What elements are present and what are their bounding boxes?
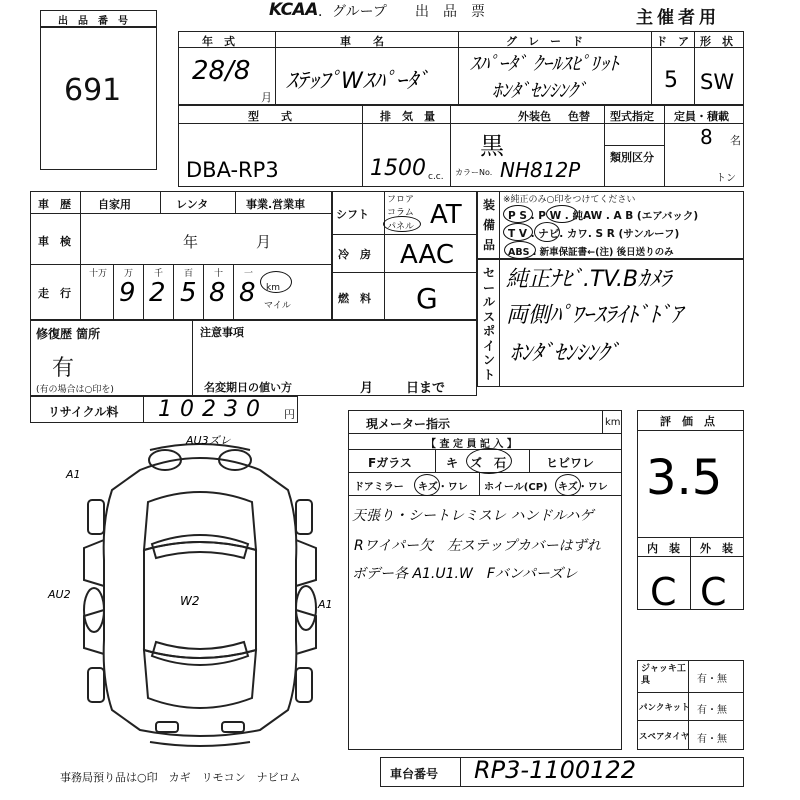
exterior-value: C — [700, 570, 727, 614]
ps-circle — [503, 205, 533, 223]
puncture-opt: 有・無 — [697, 705, 727, 716]
fuel-label: 燃 料 — [338, 292, 371, 305]
mirror-circle — [414, 474, 440, 496]
color-value: 黒 — [480, 132, 504, 160]
spare-opt: 有・無 — [697, 734, 727, 745]
repair-label: 修復歴 箇所 — [36, 327, 101, 341]
grade-label: グ レ ー ド — [506, 35, 583, 48]
capacity-label: 定員・積載 — [674, 110, 729, 123]
glass-label: Fガラス — [368, 456, 412, 470]
equipment-note: ※純正のみ○印をつけてください — [503, 195, 636, 205]
jack-opt: 有・無 — [697, 674, 727, 685]
disp-unit: c.c. — [428, 172, 444, 182]
chip-label: キ ズ 石 — [446, 456, 507, 470]
jack-label: ジャッキ工具 — [641, 664, 686, 686]
disp-value: 1500 — [370, 156, 426, 181]
diagram-mark-right: A1 — [318, 598, 333, 611]
meter-label: 現メーター指示 — [366, 417, 451, 431]
sales-line3: ﾎﾝﾀﾞｾﾝｼﾝｸﾞ — [510, 341, 621, 366]
digit-label-3: 百 — [184, 269, 194, 279]
year-month-unit: 月 — [261, 91, 272, 104]
pw-circle — [546, 205, 578, 223]
history-label: 車 歴 — [38, 198, 71, 211]
capacity-value: 8 — [700, 125, 713, 149]
ac-label: 冷 房 — [338, 248, 371, 261]
history-opt-business: 事業.営業車 — [246, 198, 306, 211]
abs-circle — [504, 241, 536, 259]
recycle-unit: 円 — [284, 408, 295, 421]
mileage-digit-5: 8 — [239, 278, 256, 308]
puncture-label: パンクキット — [639, 703, 690, 713]
lot-number: 691 — [64, 73, 122, 108]
mile-label: マイル — [264, 301, 291, 311]
diagram-mark-center: W2 — [180, 594, 200, 608]
year-label: 年 式 — [202, 35, 235, 48]
car-value: ｽﾃｯﾌﾟWｽﾊﾟｰﾀﾞ — [286, 69, 429, 94]
repair-note: (有の場合は○印を) — [36, 385, 114, 395]
color-change-label: 色替 — [568, 110, 590, 123]
office-note: 事務局預り品は○印 カギ リモコン ナビロム — [60, 771, 301, 784]
repair-value: 有 — [52, 356, 75, 381]
mileage-digit-1: 9 — [119, 278, 136, 308]
mileage-digit-2: 2 — [149, 278, 166, 308]
notes-label: 注意事項 — [200, 326, 244, 339]
recycle-value: 10230 — [158, 397, 268, 422]
diagram-mark-left: AU2 — [48, 588, 71, 601]
header-group: ．グループ — [318, 4, 387, 20]
eval-label: 評 価 点 — [660, 415, 715, 428]
car-diagram — [60, 430, 340, 750]
deadline-month-unit: 月 — [360, 381, 374, 396]
interior-label: 内 装 — [647, 542, 680, 555]
mirror-value: キズ・ワレ — [418, 482, 468, 493]
wheel-value: キズ・ワレ — [558, 482, 608, 493]
mileage-label: 走 行 — [38, 287, 71, 300]
mileage-digit-3: 5 — [180, 278, 197, 308]
digit-label-5: 一 — [244, 269, 254, 279]
shift-label: シフト — [336, 208, 369, 221]
navi-circle — [534, 222, 560, 242]
inspection-year-unit: 年 — [183, 233, 199, 251]
exterior-label: 外 装 — [700, 542, 733, 555]
sales-line2: 両側ﾊﾟﾜｰｽﾗｲﾄﾞﾄﾞｱ — [506, 303, 683, 328]
crack-label: ヒビワレ — [546, 456, 595, 470]
deadline-day-unit: 日まで — [406, 381, 446, 396]
ac-value: AAC — [400, 240, 454, 270]
shift-column: コラム — [387, 208, 414, 218]
eval-score: 3.5 — [646, 450, 723, 506]
wheel-circle — [555, 474, 581, 496]
inspection-month-unit: 月 — [256, 233, 272, 251]
mirror-label: ドアミラー — [354, 482, 404, 493]
deadline-label: 名変期日の値い方 — [204, 381, 292, 394]
shift-value: AT — [430, 200, 462, 230]
shape-value: SW — [700, 70, 735, 94]
disp-label: 排 気 量 — [380, 110, 435, 123]
digit-label-4: 十 — [214, 269, 224, 279]
type-spec-label: 型式指定 — [610, 110, 654, 123]
history-opt-rental: レンタ — [176, 198, 209, 211]
grade-line2: ﾎﾝﾀﾞｾﾝｼﾝｸﾞ — [492, 80, 588, 102]
door-label: ド ア — [656, 35, 689, 48]
ton-unit: トン — [716, 173, 736, 184]
lot-label: 出 品 番 号 — [58, 16, 128, 27]
shape-label: 形 状 — [700, 35, 733, 48]
tv-circle — [503, 223, 533, 241]
shift-panel: パネル — [387, 222, 415, 232]
inspection-label: 車 検 — [38, 235, 71, 248]
capacity-unit: 名 — [730, 134, 741, 147]
equipment-side-label: 装備品 — [483, 198, 496, 252]
inspector-header: 【 査 定 員 記 入 】 — [426, 439, 517, 450]
grade-line1: ｽﾊﾟｰﾀﾞ ｸｰﾙｽﾋﾟﾘｯﾄ — [470, 53, 619, 75]
chassis-value: RP3-1100122 — [474, 756, 636, 784]
mileage-digit-4: 8 — [209, 278, 226, 308]
header-title: 出 品 票 — [415, 4, 485, 20]
equipment-line1: P S . P W . 純AW . A B (エアバック) — [508, 210, 699, 222]
equipment-line3: ABS . 新車保証書←(注) 後日送りのみ — [508, 247, 674, 258]
digit-label-1: 万 — [124, 269, 134, 279]
remark-3: ボデー各 A1.U1.W Fバンパーズレ — [352, 566, 578, 582]
equipment-line2: T V . ナビ. カワ. S R (サンルーフ) — [508, 228, 680, 240]
recycle-label: リサイクル料 — [48, 405, 119, 419]
meter-unit: km — [605, 417, 621, 428]
spare-label: スペアタイヤ — [639, 732, 690, 742]
model-label: 型 式 — [248, 110, 292, 123]
remark-1: 天張り・シートレミスレ ハンドルハゲ — [352, 508, 594, 524]
fuel-value: G — [416, 282, 438, 315]
exterior-color-label: 外装色 — [518, 110, 551, 123]
chip-circle — [466, 448, 512, 474]
color-no-label: カラーNo. — [455, 168, 493, 177]
sales-side-label: セールスポイント — [483, 266, 496, 382]
model-value: DBA-RP3 — [186, 158, 279, 182]
digit-label-2: 千 — [154, 269, 164, 279]
remark-2: Rワイパー欠 左ステップカバーはずれ — [354, 538, 601, 554]
history-opt-private: 自家用 — [98, 198, 131, 211]
shift-floor: フロア — [387, 195, 415, 205]
km-circle — [260, 271, 292, 293]
door-value: 5 — [664, 68, 678, 93]
km-label: km — [266, 283, 280, 293]
diagram-mark-top: AU3ズレ — [186, 434, 231, 447]
digit-label-0: 十万 — [89, 269, 108, 279]
panel-circle — [383, 216, 421, 232]
header-host: 主催者用 — [636, 8, 720, 28]
sales-line1: 純正ﾅﾋﾞ.TV.Bｶﾒﾗ — [506, 267, 672, 292]
diagram-mark-left-top: A1 — [66, 468, 81, 481]
chassis-label: 車台番号 — [390, 767, 439, 781]
header-logo: KCAA — [269, 0, 318, 20]
color-no-value: NH812P — [500, 158, 581, 182]
interior-value: C — [650, 570, 677, 614]
year-value: 28/8 — [192, 56, 251, 86]
car-label: 車 名 — [340, 35, 384, 48]
class-label: 類別区分 — [610, 151, 654, 164]
wheel-label: ホイール(CP) — [484, 482, 548, 493]
